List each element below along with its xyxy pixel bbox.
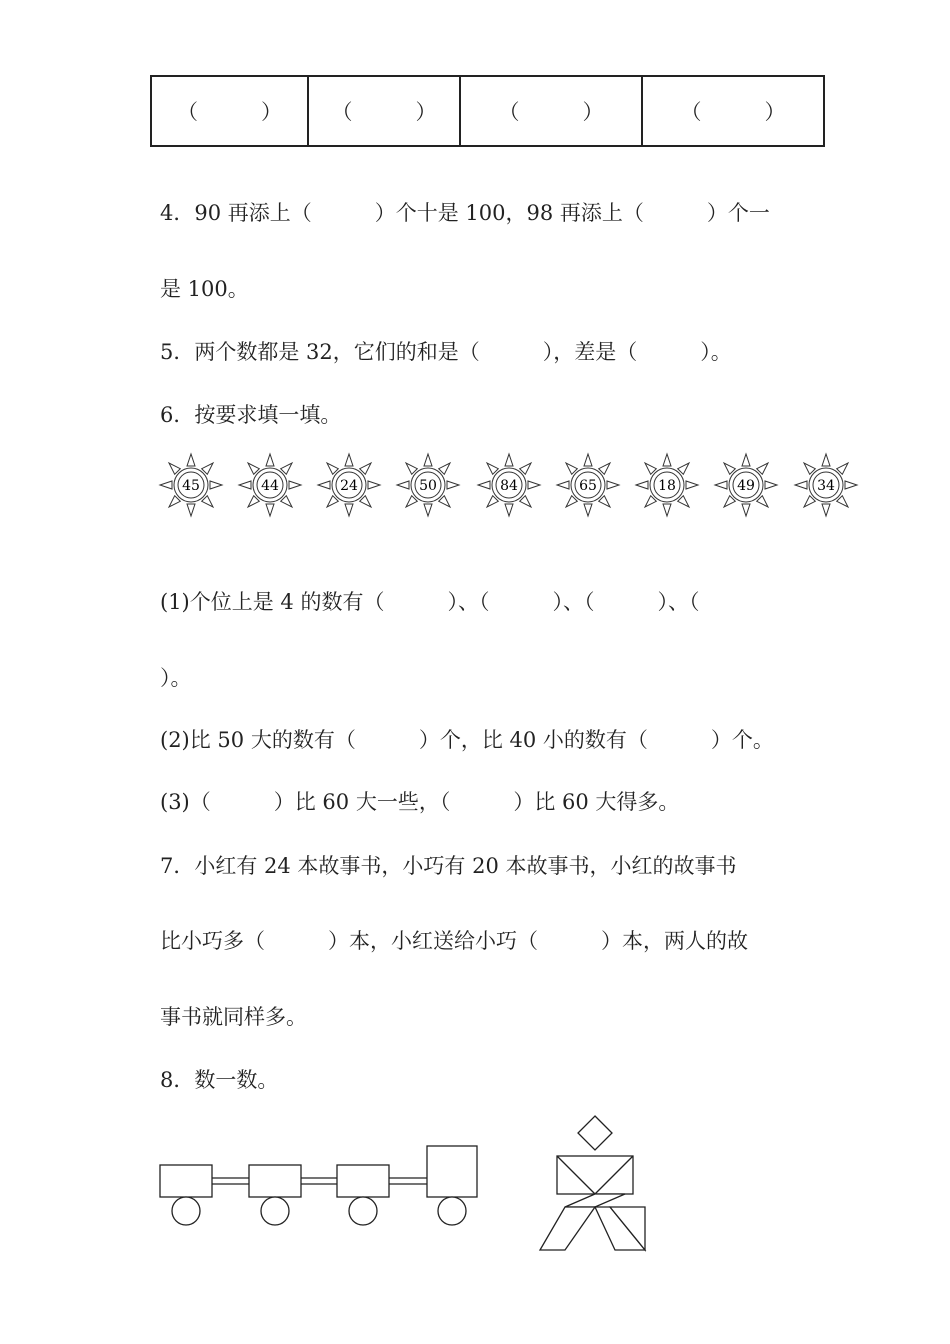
sun-number: 49 — [737, 478, 755, 494]
sun-number-row — [158, 450, 863, 520]
question-7-line-3: 事书就同样多。 — [160, 1005, 307, 1029]
sun-icon — [239, 454, 301, 516]
question-7-line-2: 比小巧多（ ）本，小红送给小巧（ ）本，两人的故 — [160, 929, 748, 953]
sun-icon — [397, 454, 459, 516]
sun-number: 18 — [658, 478, 676, 494]
answer-cell[interactable]: （ ） — [308, 76, 460, 146]
sun-icon — [795, 454, 857, 516]
sun-number: 44 — [261, 478, 279, 494]
train-figure — [160, 1146, 477, 1225]
question-4-line-2: 是 100。 — [160, 277, 249, 301]
sun-icon — [478, 454, 540, 516]
answer-cell[interactable]: （ ） — [642, 76, 824, 146]
sun-number: 84 — [500, 478, 518, 494]
sun-icon — [636, 454, 698, 516]
question-4-line-1: 4．90 再添上（ ）个十是 100，98 再添上（ ）个一 — [160, 201, 770, 225]
sun-icon — [318, 454, 380, 516]
sun-number: 34 — [817, 478, 835, 494]
sun-number: 50 — [419, 478, 437, 494]
question-6-part-1-line-2: ）。 — [160, 666, 192, 690]
sun-icon — [557, 454, 619, 516]
answer-table — [150, 75, 825, 147]
sun-number: 65 — [579, 478, 597, 494]
answer-cell[interactable]: （ ） — [460, 76, 642, 146]
question-6-title: 6．按要求填一填。 — [160, 403, 342, 427]
question-8-title: 8．数一数。 — [160, 1068, 279, 1092]
answer-cell[interactable]: （ ） — [151, 76, 308, 146]
sun-number: 45 — [182, 478, 200, 494]
question-7-line-1: 7．小红有 24 本故事书，小巧有 20 本故事书，小红的故事书 — [160, 854, 737, 878]
sun-icon — [160, 454, 222, 516]
question-5: 5．两个数都是 32，它们的和是（ ），差是（ ）。 — [160, 340, 732, 364]
question-6-part-2: (2)比 50 大的数有（ ）个，比 40 小的数有（ ）个。 — [160, 728, 774, 752]
tangram-figure — [540, 1116, 645, 1250]
question-6-part-1-line-1: (1)个位上是 4 的数有（ ）、（ ）、（ ）、（ — [160, 590, 700, 614]
sun-number: 24 — [340, 478, 358, 494]
counting-figures — [155, 1110, 655, 1260]
sun-icon — [715, 454, 777, 516]
question-6-part-3: (3)（ ）比 60 大一些，（ ）比 60 大得多。 — [160, 790, 680, 814]
